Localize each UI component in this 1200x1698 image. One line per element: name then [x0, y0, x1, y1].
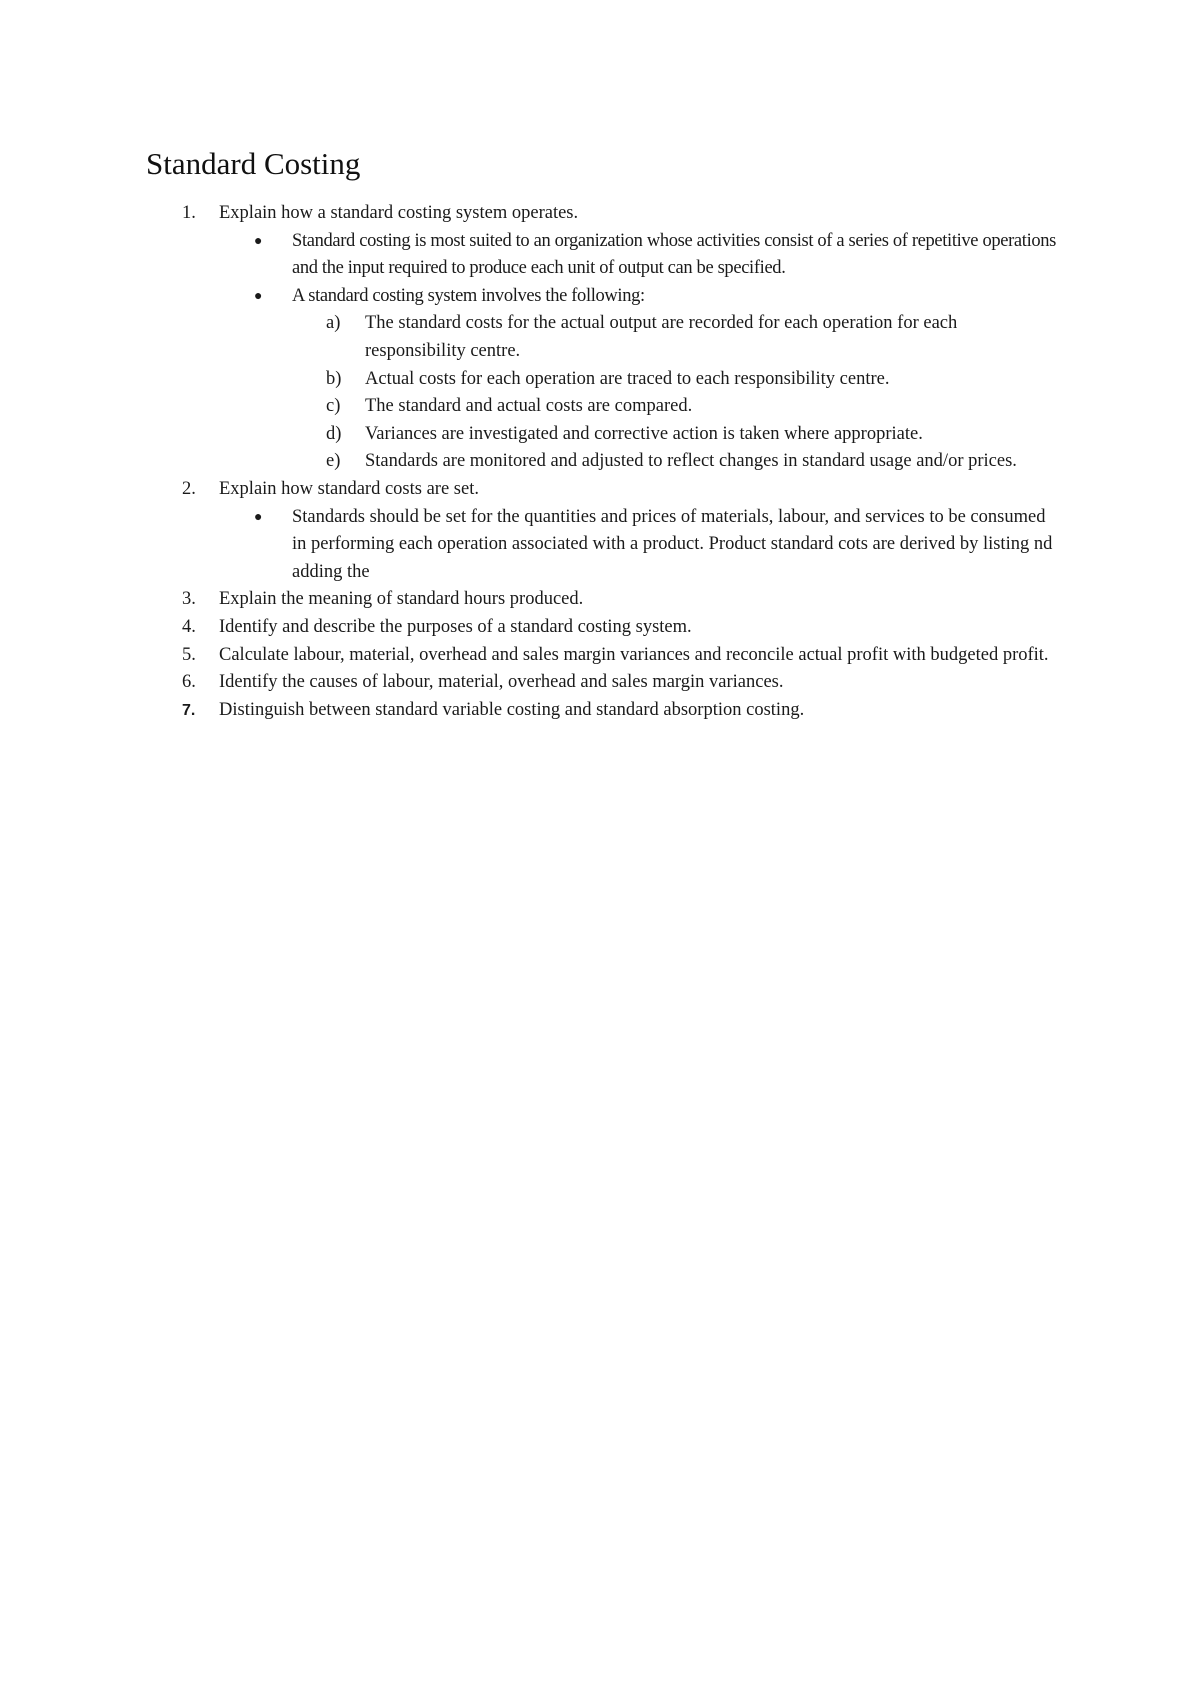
sub-list-text: Actual costs for each operation are traced to each responsibility centre. — [365, 368, 890, 389]
list-number: 6. — [182, 672, 196, 693]
sub-list-text: Standards are monitored and adjusted to reflect changes in standard usage and/or prices. — [365, 451, 1017, 472]
sub-list-item — [0, 366, 1055, 394]
list-number: 1. — [182, 203, 196, 223]
list-item-text: Explain how standard costs are set. — [219, 478, 479, 499]
sub-list-label: c) — [326, 396, 341, 417]
sub-list-label: e) — [326, 451, 341, 472]
sub-list-item — [0, 393, 1055, 421]
list-item-text: Identify and describe the purposes of a standard costing system. — [219, 616, 692, 637]
list-number: 5. — [182, 644, 196, 665]
sub-list-item — [0, 448, 1055, 476]
sub-list-text: Variances are investigated and corrective action is taken where appropriate. — [365, 423, 923, 444]
list-item-text: Calculate labour, material, overhead and sales margin variances and reconcile actual profit with budgeted profit. — [219, 644, 1049, 665]
sub-list-item — [0, 310, 1055, 365]
list-item-text: Distinguish between standard variable costing and standard absorption costing. — [219, 699, 805, 720]
list-item — [0, 614, 1054, 642]
list-item-text: Explain how a standard costing system operates. — [219, 203, 579, 223]
sub-list-text: The standard costs for the actual output are recorded for each operation for each responsibility centre. — [365, 313, 958, 361]
sub-list-item — [0, 421, 1055, 449]
page-title: Standard Costing — [146, 146, 361, 181]
list-number: 3. — [182, 589, 196, 610]
sub-list-label: b) — [326, 368, 342, 389]
question-list — [0, 200, 1200, 724]
list-item — [0, 642, 1054, 670]
list-number: 2. — [182, 478, 196, 499]
list-item — [0, 669, 1054, 697]
bullet-text: Standard costing is most suited to an organization whose activities consist of a series of repetitive operations and the input required to produce each unit of output can be specified. — [292, 230, 1057, 279]
bullet-item — [0, 283, 1062, 311]
list-item — [0, 476, 1054, 504]
list-item-text: Identify the causes of labour, material, overhead and sales margin variances. — [219, 672, 784, 693]
bullet-icon: ● — [254, 509, 263, 525]
list-item-text: Explain the meaning of standard hours produced. — [219, 589, 584, 610]
sub-list-text: The standard and actual costs are compared. — [365, 396, 693, 417]
bullet-text: A standard costing system involves the following: — [292, 285, 645, 306]
list-item — [0, 697, 1054, 725]
bullet-icon: ● — [254, 233, 263, 249]
list-item — [0, 200, 1054, 228]
list-item — [0, 586, 1054, 614]
bullet-item — [0, 504, 1062, 587]
bullet-item — [0, 228, 1062, 283]
sub-list-label: d) — [326, 423, 342, 444]
list-number: 4. — [182, 616, 196, 637]
bullet-text: Standards should be set for the quantities and prices of materials, labour, and services to be consumed in performing each operation associated with a product. Product standard cots are derived by listing nd adding the — [292, 506, 1053, 582]
sub-list-label: a) — [326, 313, 341, 334]
bullet-icon: ● — [254, 288, 263, 304]
list-number: 7. — [182, 701, 196, 719]
